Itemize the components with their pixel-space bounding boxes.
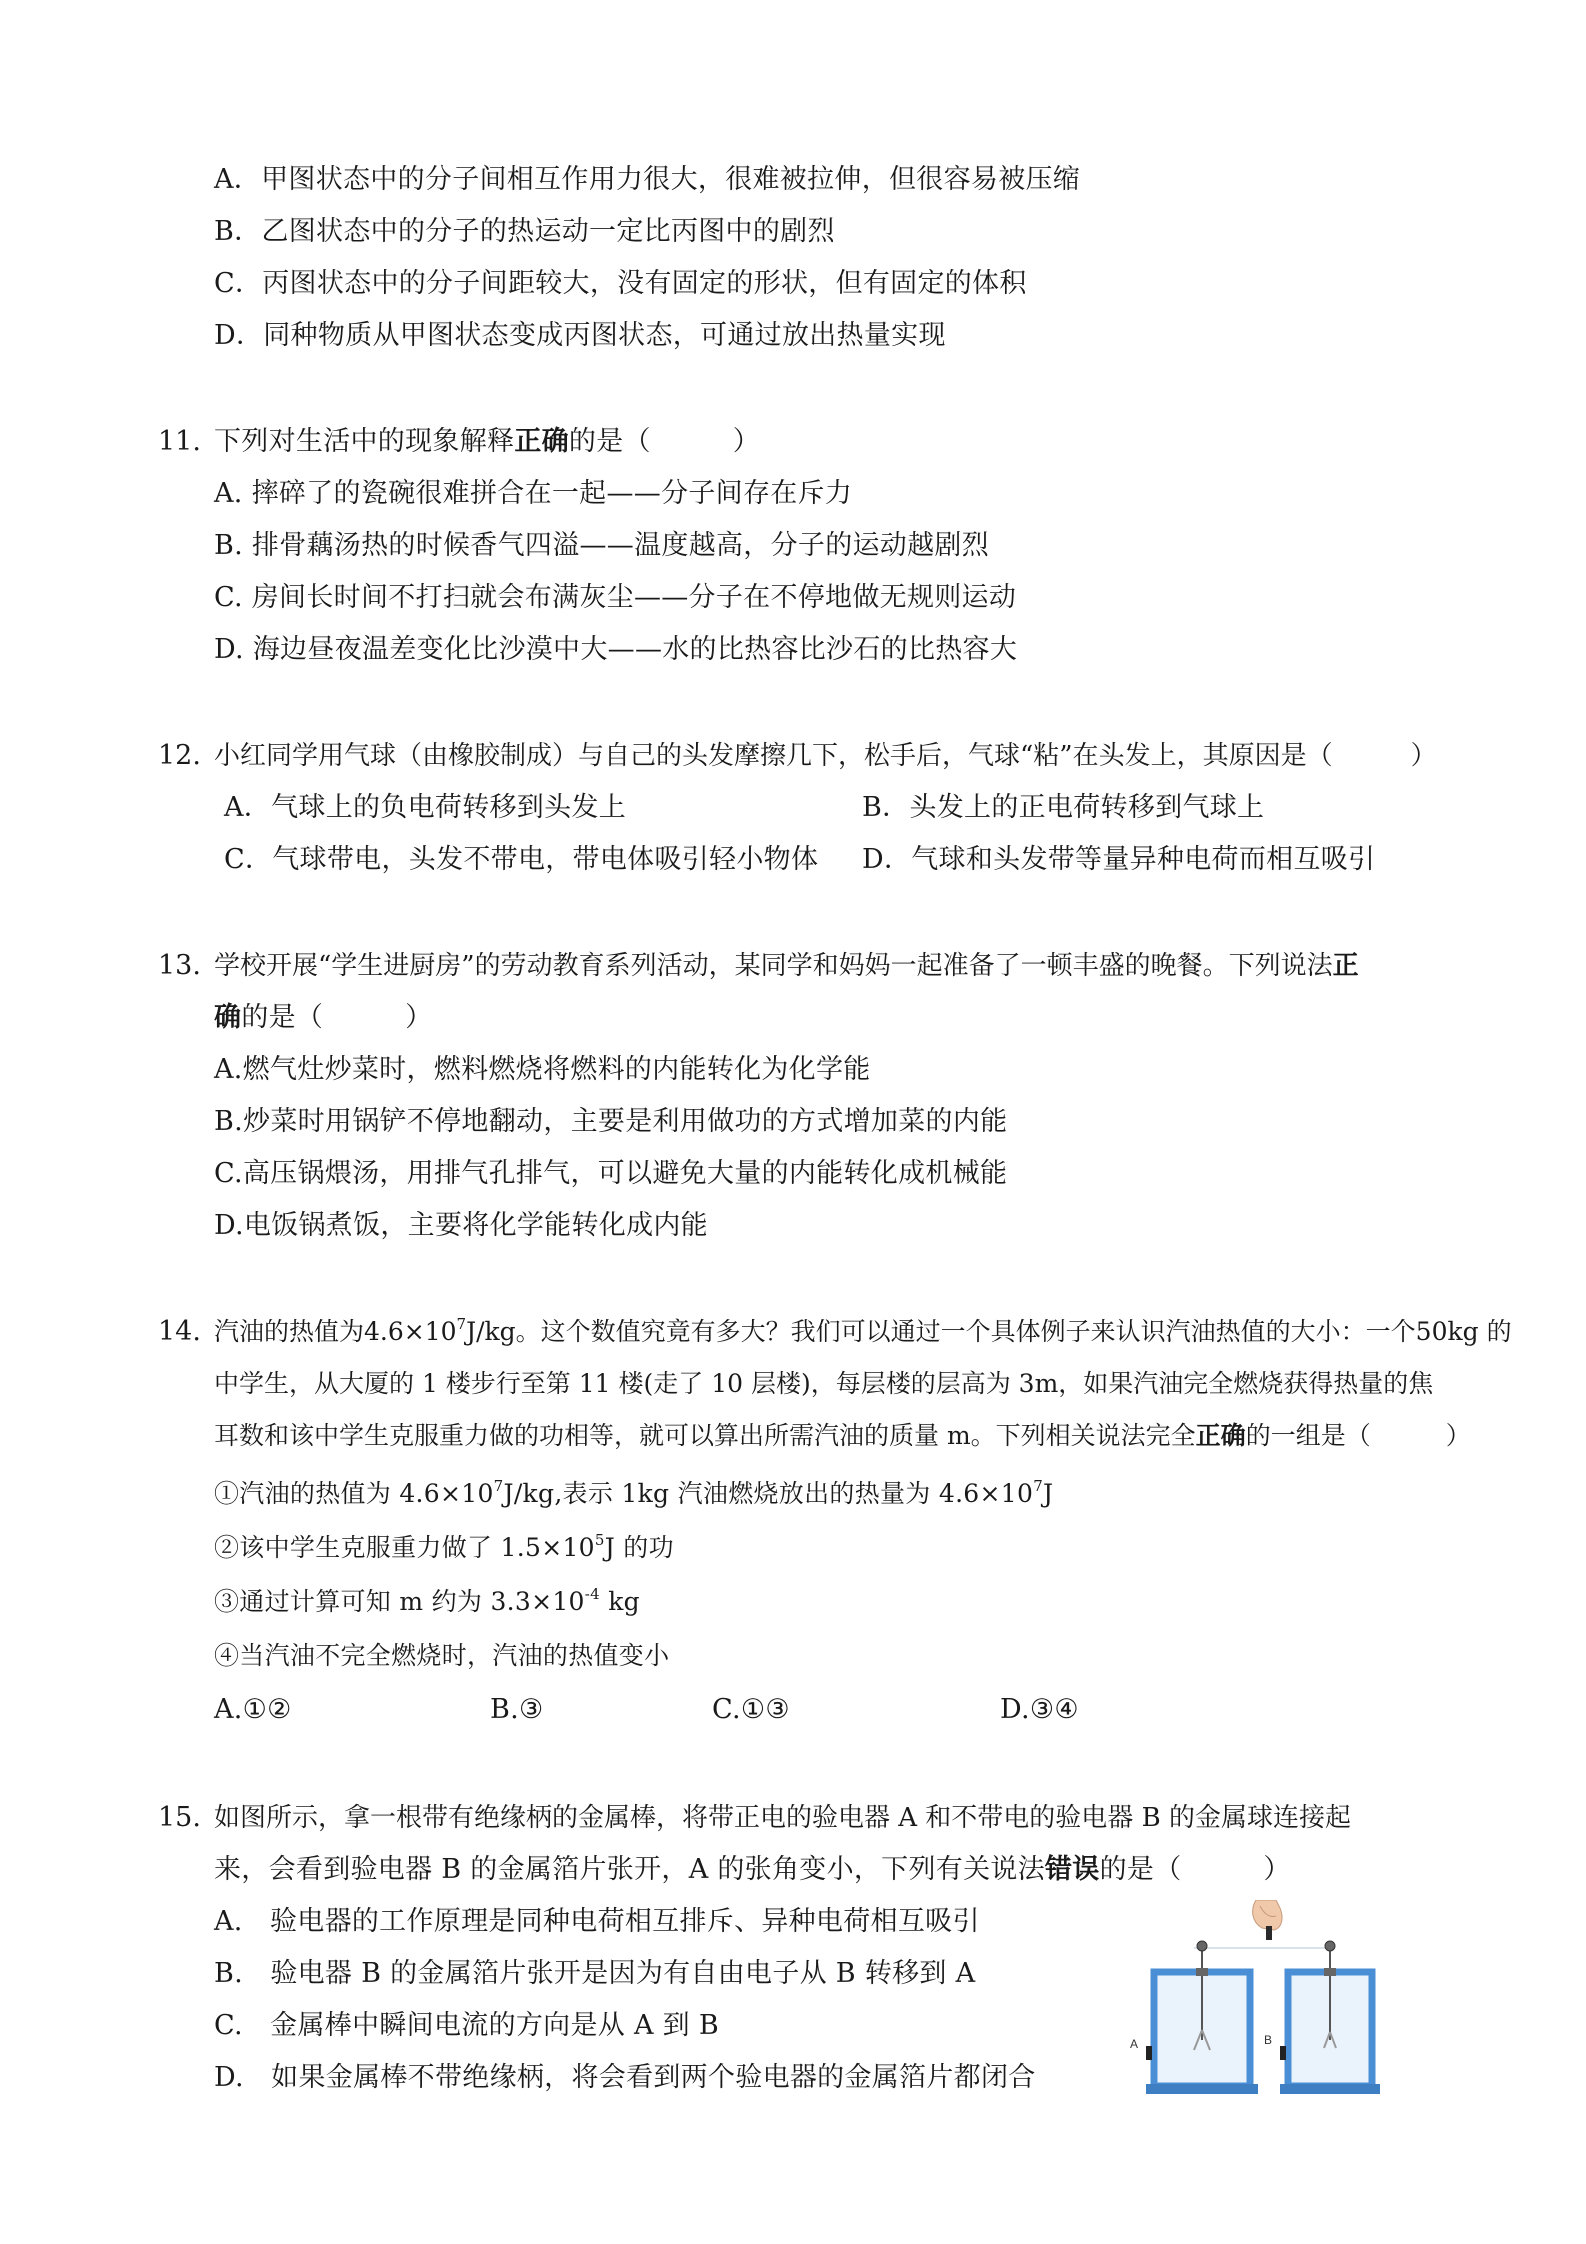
q14-line3: 耳数和该中学生克服重力做的功相等，就可以算出所需汽油的质量 m。下列相关说法完全正确的一组是（ ） [214, 1421, 1471, 1450]
q11-stem: 下列对生活中的现象解释正确的是（ ） [214, 426, 761, 457]
q15-number: 15. [158, 1802, 201, 1833]
q14-statement-1: ①汽油的热值为 $4.6\times 10^7J/kg$,表示 1kg 汽油燃烧放出的热量为 $4.6\times 10^7J$ [214, 1476, 1054, 1508]
q12-option-a: A．气球上的负电荷转移到头发上 [224, 792, 626, 823]
q13-option-d: D.电饭锅煮饭，主要将化学能转化成内能 [214, 1210, 708, 1241]
q13-stem-line1: 学校开展“学生进厨房”的劳动教育系列活动，某同学和妈妈一起准备了一顿丰盛的晚餐。下列说法正 [214, 951, 1359, 981]
q15-option-b: B. 验电器 B 的金属箔片张开是因为有自由电子从 B 转移到 A [214, 1958, 976, 1989]
q14-keyword: 正确 [1195, 1421, 1246, 1450]
q15-option-d: D. 如果金属棒不带绝缘柄，将会看到两个验电器的金属箔片都闭合 [214, 2062, 1036, 2093]
electroscope-a [1146, 1941, 1258, 2094]
q10-option-b: B．乙图状态中的分子的热运动一定比丙图中的剧烈 [214, 216, 835, 247]
q15-keyword: 错误 [1045, 1854, 1100, 1885]
q14-statement-2: ②该中学生克服重力做了 $1.5\times 10^5J$ 的功 [214, 1530, 674, 1562]
q12-option-c: C．气球带电，头发不带电，带电体吸引轻小物体 [224, 844, 819, 875]
q14-choice-b: B.③ [490, 1694, 544, 1725]
q13-number: 13. [158, 950, 201, 981]
q15-option-c: C. 金属棒中瞬间电流的方向是从 A 到 B [214, 2010, 719, 2041]
q14-choice-d: D.③④ [1000, 1694, 1079, 1725]
q14-statement-3: ③通过计算可知 m 约为 $3.3\times 10^{-4}$ kg [214, 1584, 640, 1616]
q11-option-c: C. 房间长时间不打扫就会布满灰尘——分子在不停地做无规则运动 [214, 582, 1017, 613]
q15-line1: 如图所示，拿一根带有绝缘柄的金属棒，将带正电的验电器 A 和不带电的验电器 B 的金属球连接起 [214, 1803, 1351, 1833]
q12-option-b: B．头发上的正电荷转移到气球上 [862, 792, 1265, 823]
label-b: B [1264, 2033, 1273, 2047]
q13-option-c: C.高压锅煨汤，用排气孔排气，可以避免大量的内能转化成机械能 [214, 1158, 1008, 1189]
q14-line1: 汽油的热值为$4.6\times 10^7J/kg$。这个数值究竟有多大？我们可以通过一个具体例子来认识汽油热值的大小：一个50kg 的 [214, 1314, 1512, 1346]
q11-keyword: 正确 [514, 426, 569, 457]
electroscope-b [1280, 1941, 1380, 2094]
q12-stem: 小红同学用气球（由橡胶制成）与自己的头发摩擦几下，松手后，气球“粘”在头发上，其原因是（ ） [214, 741, 1437, 771]
q10-option-a: A．甲图状态中的分子间相互作用力很大，很难被拉伸，但很容易被压缩 [214, 164, 1081, 195]
q14-statement-4: ④当汽油不完全燃烧时，汽油的热值变小 [214, 1641, 670, 1670]
electroscope-figure [1124, 1900, 1404, 2100]
q14-number: 14. [158, 1316, 201, 1347]
q12-number: 12. [158, 740, 201, 771]
q15-line2: 来，会看到验电器 B 的金属箔片张开，A 的张角变小，下列有关说法错误的是（ ） [214, 1854, 1291, 1885]
q10-option-c: C．丙图状态中的分子间距较大，没有固定的形状，但有固定的体积 [214, 268, 1027, 299]
hand-icon [1253, 1900, 1282, 1940]
q13-option-a: A.燃气灶炒菜时，燃料燃烧将燃料的内能转化为化学能 [214, 1054, 871, 1085]
q13-option-b: B.炒菜时用锅铲不停地翻动，主要是利用做功的方式增加菜的内能 [214, 1106, 1008, 1137]
q14-choice-c: C.①③ [712, 1694, 790, 1725]
q11-option-b: B. 排骨藕汤热的时候香气四溢——温度越高，分子的运动越剧烈 [214, 530, 990, 561]
q12-option-d: D．气球和头发带等量异种电荷而相互吸引 [862, 844, 1376, 875]
q10-option-d: D．同种物质从甲图状态变成丙图状态，可通过放出热量实现 [214, 320, 946, 351]
label-a: A [1130, 2037, 1139, 2051]
q14-choice-a: A.①② [214, 1694, 292, 1725]
q11-option-d: D. 海边昼夜温差变化比沙漠中大——水的比热容比沙石的比热容大 [214, 634, 1018, 665]
q13-stem-line2: 确的是（ ） [214, 1002, 433, 1033]
q15-option-a: A. 验电器的工作原理是同种电荷相互排斥、异种电荷相互吸引 [214, 1906, 980, 1937]
q11-option-a: A. 摔碎了的瓷碗很难拼合在一起——分子间存在斥力 [214, 478, 853, 509]
electroscope-illustration [1124, 1900, 1404, 2100]
q14-line2: 中学生，从大厦的 1 楼步行至第 11 楼(走了 10 层楼)，每层楼的层高为 3m，如果汽油完全燃烧获得热量的焦 [214, 1369, 1434, 1398]
q11-number: 11. [158, 426, 201, 457]
